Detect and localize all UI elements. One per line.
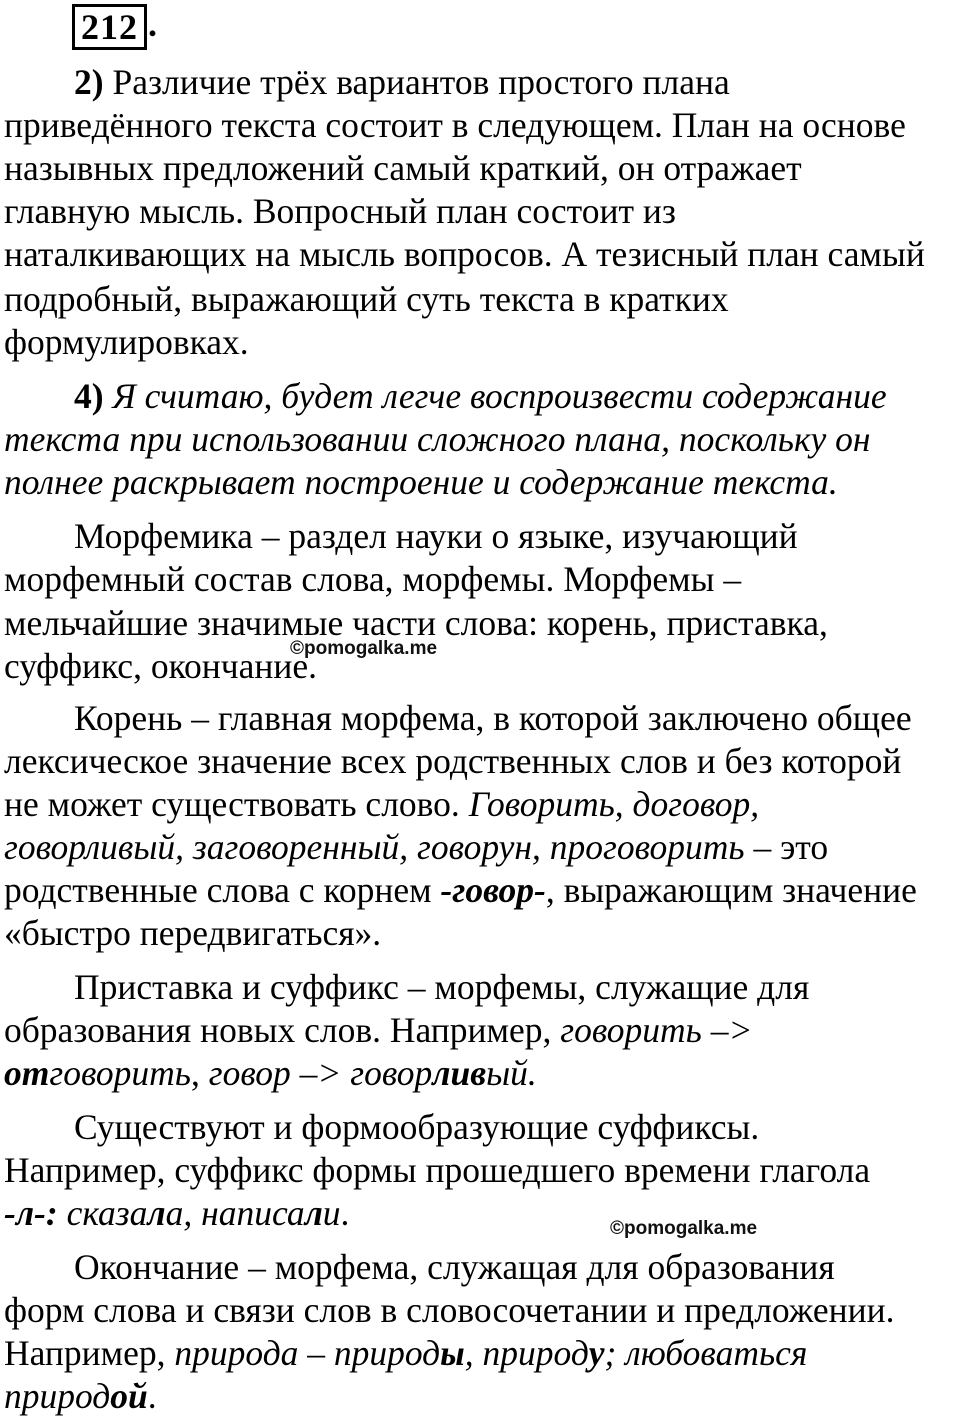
p6-line-3 — [4, 1191, 349, 1235]
p4-text-5c: , выражающим значение — [545, 870, 917, 910]
p2-text-3: полнее раскрывает построение и содержание текста. — [4, 462, 838, 502]
p4-line-1: Корень – главная морфема, в которой заключено общее — [74, 698, 912, 738]
p5-line-2 — [4, 1008, 752, 1052]
p1-text-1: Различие трёх вариантов простого плана — [112, 62, 730, 102]
p7-ending-3: ой — [110, 1376, 148, 1416]
p1-line-3: назывных предложений самый краткий, он отражает — [4, 148, 802, 188]
p1-line-7: формулировках. — [4, 322, 249, 362]
p7-text-3b: природа – природ — [174, 1333, 441, 1373]
p5-prefix: от — [4, 1053, 50, 1093]
p7-text-3a: Например, — [4, 1333, 175, 1373]
p5-line-1: Приставка и суффикс – морфемы, служащие для — [74, 967, 810, 1007]
p6-line-1: Существуют и формообразующие суффиксы. — [74, 1107, 760, 1147]
p2-text-2: текста при использовании сложного плана, поскольку он — [4, 419, 871, 459]
p2-text-1: Я считаю, будет легче воспроизвести содержание — [112, 376, 887, 416]
p6-suffix-2: л — [304, 1193, 323, 1233]
watermark-1: ©pomogalka.me — [290, 638, 438, 659]
p7-text-4a: природ — [4, 1376, 111, 1416]
p5-text-2a: образования новых слов. Например, — [4, 1010, 561, 1050]
p5-text-2b: говорить –> — [560, 1010, 753, 1050]
watermark-2: ©pomogalka.me — [610, 1218, 758, 1239]
p1-line-6: подробный, выражающий суть текста в кратких — [4, 279, 729, 319]
p6-line-2: Например, суффикс формы прошедшего времени глагола — [4, 1150, 871, 1190]
p7-text-4c: . — [147, 1376, 157, 1416]
p5-line-3 — [4, 1051, 537, 1095]
p7-line-1: Окончание – морфема, служащая для образования — [74, 1247, 835, 1287]
p7-ending-1: ы — [440, 1333, 465, 1373]
p4-line-3 — [4, 782, 759, 826]
p2-line-3 — [4, 460, 838, 504]
p5-text-3b: говорить — [49, 1053, 191, 1093]
p1-line-5: наталкивающих на мысль вопросов. А тезисный план самый — [4, 234, 925, 274]
p4-root-example: -говор- — [440, 870, 546, 910]
p4-line-5 — [4, 868, 917, 912]
p1-line-4: главную мысль. Вопросный план состоит из — [4, 191, 676, 231]
p3-line-4: суффикс, окончание. — [4, 646, 317, 686]
p5-text-3f: ый. — [486, 1053, 537, 1093]
p6-text-3f: и — [322, 1193, 341, 1233]
p2-item-number: 4) — [74, 376, 104, 416]
p7-text-3d: , природ — [464, 1333, 589, 1373]
p2-line-1 — [74, 374, 887, 418]
p4-text-5a: родственные слова с корнем — [4, 870, 441, 910]
p6-text-3g: . — [340, 1193, 350, 1233]
p4-text-4a: говорливый, заговоренный, говорун, проговорить — [4, 827, 745, 867]
task-number-dot: . — [148, 4, 157, 44]
p7-line-4 — [4, 1374, 157, 1418]
p4-line-2: лексическое значение всех родственных слов и без которой — [4, 741, 902, 781]
p6-text-3b: сказа — [57, 1193, 148, 1233]
p1-line-2: приведённого текста состоит в следующем. План на основе — [4, 105, 906, 145]
p3-line-2: морфемный состав слова, морфемы. Морфемы – — [4, 559, 742, 599]
p7-line-2: форм слова и связи слов в словосочетании и предложении. — [4, 1290, 895, 1330]
p5-suffix: лив — [432, 1053, 487, 1093]
p7-text-3f: ; любоваться — [604, 1333, 808, 1373]
p6-suffix-label: -л-: — [4, 1193, 58, 1233]
p1-line-1 — [74, 60, 730, 104]
p4-text-4b: – это — [744, 827, 829, 867]
p6-text-3d: а, написа — [165, 1193, 305, 1233]
p4-text-3a: не может существовать слово. — [4, 784, 469, 824]
p2-line-2 — [4, 417, 871, 461]
p5-text-3d: говор –> говор — [208, 1053, 433, 1093]
p7-line-3 — [4, 1331, 807, 1375]
p6-suffix-1: л — [147, 1193, 166, 1233]
p4-text-3b: Говорить, договор, — [468, 784, 760, 824]
p3-line-3: мельчайшие значимые части слова: корень, приставка, — [4, 603, 828, 643]
p7-ending-2: у — [588, 1333, 605, 1373]
task-number: 212 — [81, 7, 138, 47]
p5-text-3c: , — [190, 1053, 209, 1093]
p4-line-6: «быстро передвигаться». — [4, 913, 382, 953]
p4-line-4 — [4, 825, 828, 869]
task-number-box — [72, 4, 147, 50]
p1-item-number: 2) — [74, 62, 104, 102]
p3-line-1: Морфемика – раздел науки о языке, изучающий — [74, 516, 798, 556]
